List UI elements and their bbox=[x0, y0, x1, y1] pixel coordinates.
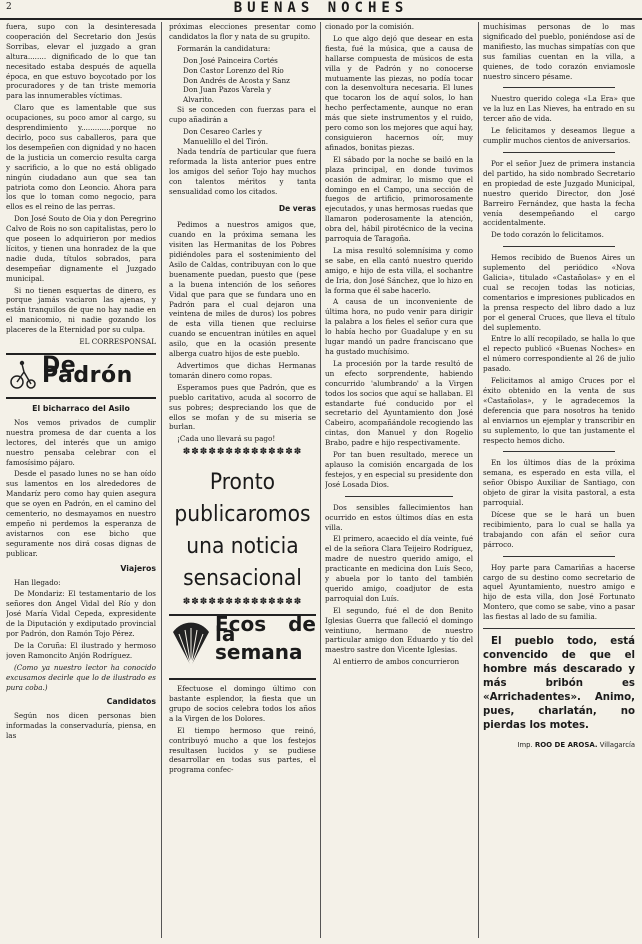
page-number: 2 bbox=[6, 2, 12, 12]
paragraph: Hemos recibido de Buenos Aires un suplemento del periódico «Nova Galicia», titulado «Castañolas» y en el cual se recojen todas las noticias, comentarios e impresiones publicados en la prensa respecto del libro dado a luz por el general Cruces, que lleva el título del suplemento. bbox=[483, 253, 635, 332]
paragraph: Al entierro de ambos concurrieron bbox=[333, 657, 460, 667]
ornament-divider: ✽✽✽✽✽✽✽✽✽✽✽✽✽✽ bbox=[182, 447, 303, 458]
masthead-title: BUENAS NOCHES bbox=[233, 0, 409, 16]
paragraph: En los últimos días de la próxima semana, es esperado en esta villa, el señor Obispo Auxiliar de Santiago, con objeto de girar la visita pastoral, a esta parroquial. bbox=[483, 458, 635, 508]
column-4 bbox=[483, 22, 635, 938]
imprint-place: Villagarcía bbox=[599, 741, 635, 750]
paragraph: próximas elecciones presentar como candidatos la flor y nata de su grupito. bbox=[169, 22, 316, 41]
imprint bbox=[483, 741, 635, 751]
padron-title: De Padrón bbox=[42, 353, 133, 388]
paragraph: Formarán la candidatura: bbox=[177, 43, 271, 53]
divider bbox=[483, 628, 635, 629]
paragraph: Nos vemos privados de cumplir nuestra promesa de dar cuenta a los lectores, del interés que un amigo nuestro pensaba celebrar con el famosísimo pájaro. bbox=[6, 417, 156, 467]
divider bbox=[503, 451, 615, 452]
divider bbox=[345, 496, 453, 497]
ecos-section-header bbox=[169, 614, 316, 680]
padron-section-header bbox=[6, 353, 156, 399]
candidate-list bbox=[169, 56, 316, 106]
paragraph: Entre lo allí recopilado, se halla lo que el repecto publicó «Buenas Noches» en el número correspondiente al 26 de julio pasado. bbox=[483, 334, 635, 374]
column-rule bbox=[161, 22, 162, 938]
list-item: Don Andrés de Acosta y Sanz bbox=[183, 75, 290, 85]
paragraph: Por tan buen resultado, merece un aplauso la comisión encargada de los festejos, y en especial su presidente don José Losada Dios. bbox=[325, 450, 473, 489]
paragraph: Si no tienen esquertas de dinero, es porque jamás vaciaron las ajenas, y están tranquilos de que no hay nadie en el manicomio, ni nadie gozando los placeres de la Eternidad por su culpa. bbox=[6, 285, 156, 335]
paragraph: Le felicitamos y deseamos llegue a cumplir muchos cientos de aniversarios. bbox=[483, 126, 635, 146]
paragraph: Desde el pasado lunes no se han oído sus lamentos en los alrededores de Mandaríz pero como hay quien asegura que se oyen en Padrón, en el camino del cementerio, no desmayamos en nuestro empeño ni perdemos la esperanza de avistarnos con ese bicho que seguramente nos dirá cosas dignas de publicar. bbox=[6, 469, 156, 558]
paragraph: Pedimos a nuestros amigos que, cuando en la próxima semana les visiten las Hermanitas de los Pobres pidiéndoles para el sostenimiento del Asilo de Caldas, contribuyan con lo que buenamente puedan, puesto que (pese a la buena intención de los señores Vidal que para que se fundara uno en Padrón para el cual dejaron una veintena de miles de duros) los pobres de esta villa tienen que recluirse cuando se encuentran inútiles en aquel asilo, que en la ocasión presente alberga cuatro hijos de este pueblo. bbox=[169, 220, 316, 359]
subsection-title: El bicharraco del Asilo bbox=[32, 404, 130, 413]
paragraph: A causa de un inconveniente de última hora, no pudo venir para dirigir la palabra a los fieles el señor cura que lo había hecho por Guadalupe y en su lugar mandó un padre franciscano que ha gustado muchísimo. bbox=[325, 297, 473, 356]
paragraph: Dos sensibles fallecimientos han ocurrido en estos últimos días en esta villa. bbox=[325, 502, 473, 532]
paragraph: Don José Souto de Oia y don Peregrino Calvo de Rois no son capitalistas, pero lo que poseen lo adquirieron por medios lícitos, y tienen una honradez de la que nadie duda, títulos sobrados, para desempeñar dignamente el Juzgado municipal. bbox=[6, 214, 156, 283]
masthead bbox=[0, 0, 642, 20]
paragraph: Nada tendría de particular que fuera reformada la lista anterior pues entre los amigos del señor Tojo hay muchos con talentos méritos y tanta sensualidad como los citados. bbox=[169, 146, 316, 196]
divider bbox=[503, 87, 615, 88]
correspondent-signature: EL CORRESPONSAL bbox=[79, 337, 156, 347]
paragraph: Lo que algo dejó que desear en esta fiesta, fué la música, que a causa de hallarse compuesta de músicos de esta villa y de Padrón y no conocerse mutuamente las piezas, no podía tocar con la desenvoltura necesaria. El lunes que tocaron los de aquí solos, lo han hecho perfectamente, aunque no eran más que siete instrumentos y el ruido, pero como son los mejores que aquí hay, consiguieron hacernos oír, muy afinados, bonitas piezas. bbox=[325, 33, 473, 152]
paragraph: Dícese que se le hará un buen recibimiento, para lo cual se halla ya trabajando con afán el señor cura párroco. bbox=[483, 509, 635, 549]
ecos-title-line2: semana bbox=[215, 640, 303, 665]
list-item: Manuelillo el del Tirón. bbox=[183, 136, 269, 146]
paragraph: El tiempo hermoso que reinó, contribuyó mucho a que los festejos resultasen lucidos y se pudiese desarrollar en todas sus partes, el programa confec- bbox=[169, 725, 316, 775]
paragraph: De todo corazón lo felicitamos. bbox=[491, 230, 604, 240]
imprint-name: ROO DE AROSA. bbox=[534, 741, 598, 750]
paragraph: Efectuose el domingo último con bastante esplendor, la fiesta que un grupo de socios celebra todos los años a la Virgen de los Dolores. bbox=[169, 684, 316, 723]
paragraph: De Mondariz: El testamentario de los señores don Angel Vidal del Río y don José María Vidal Cepeda, expresidente de la Diputación y exdiputado provincial por Padrón, don Ramón Tojo Pérez. bbox=[6, 589, 156, 639]
paragraph: El primero, acaecido el día veinte, fué el de la señora Clara Teijeiro Rodríguez, madre de nuestro querido amigo, el practicante en medicina don Luís Seco, y abuela por lo tanto del también querido amigo, coadjutor de esta parroquial don Luís. bbox=[325, 534, 473, 603]
column-rule bbox=[478, 22, 479, 938]
paragraph: De la Coruña: El ilustrado y hermoso joven Ramoncito Anjón Rodríguez. bbox=[6, 640, 156, 660]
column-2 bbox=[169, 22, 316, 938]
cyclist-icon bbox=[10, 360, 38, 390]
paragraph: Por el señor Juez de primera instancia del partido, ha sido nombrado Secretario en propiedad de este Juzgado Municipal, nuestro querido Director, don José Barreiro Fernández, que hasta la fecha venía desempeñando el cargo accidentalmente. bbox=[483, 158, 635, 228]
paragraph: La misa resultó solemnísima y como se sabe, en ella cantó nuestro querido amigo, e hijo de esta villa, el sochantre de Iria, don José Sánchez, que lo hizo en la forma que él sabe hacerlo. bbox=[325, 245, 473, 295]
paragraph: La procesión por la tarde resultó de un efecto sorprendente, habiendo concurrido 'alumbrando' a la Virgen todos los socios que aquí se hallaban. El estandarte fué conducido por el secretario del Ayuntamiento don José Cabeiro, acompañándole recogiendo las cintas, don Manuel y don Rogelio Brabo, padre e hijo respectivamente. bbox=[325, 358, 473, 448]
announcement-line: Pronto bbox=[209, 469, 276, 496]
column-rule bbox=[320, 22, 321, 938]
divider bbox=[503, 152, 615, 153]
paragraph: Advertimos que dichas Hermanas tomarán dinero como ropas. bbox=[169, 361, 316, 380]
paragraph: ¡Cada uno llevará su pago! bbox=[177, 434, 276, 444]
paragraph: Claro que es lamentable que sus ocupaciones, su poco amor al cargo, su desprendimiento y.............porque no decirlo, poco sus caballeros, para que los desempeñen con dignidad y no hacen de la justicia un comercio resulta carga y sacrificio, a lo que no está obligado ningún ciudadano aun que sea tan patriota como don Leoncio. Ahora para los que lo toman como negocio, para ellos es el reino de las perras. bbox=[6, 103, 156, 212]
ecos-title-line1: Ecos de la bbox=[215, 612, 316, 646]
suplentes-list bbox=[169, 127, 316, 147]
paragraph: muchísimas personas de lo mas significado del pueblo, poniéndose así de manifiesto, las muchas simpatías con que sus familias cuentan en la villa, a quienes, de todo corazón enviamosle nuestro sincero pésame. bbox=[483, 22, 635, 81]
paragraph: El sábado por la noche se bailó en la plaza principal, en donde tuvimos ocasión de admirar, lo mismo que el domingo en el Campo, una sección de fuegos de artificio, primorosamente ejecutados, y unas hermosas ruedas que llamaron poderosamente la atención, obra del, hábil pirotécnico de la vecina parroquia de Taragoña. bbox=[325, 154, 473, 244]
announcement bbox=[169, 466, 316, 594]
paragraph: Felicitamos al amigo Cruces por el éxito obtenido en la venta de sus «Castañolas», y le agradecemos la deferencia que para nosotros ha tenido al enviarnos un ejemplar y transcribir en su suplemento, lo que tan justamente el respecto hemos dicho. bbox=[483, 376, 635, 445]
paragraph: Si se conceden con fuerzas para el cupo añadirán a bbox=[169, 105, 316, 125]
paragraph: cionado por la comisión. bbox=[325, 22, 414, 31]
paragraph: fuera, supo con la desinteresada cooperación del Secretario don Jesús Sorribas, elevar el juzgado a gran altura........ dignificado de lo que tan necesitado estaba después de aquella época, en que estuvo boycotado por los procuradores y de tan triste memoria para las innumerables víctimas. bbox=[6, 22, 156, 101]
subsection-title: Candidatos bbox=[106, 697, 156, 707]
list-item: Don José Painceira Cortés bbox=[183, 55, 278, 65]
paragraph: Según nos dicen personas bien informadas la conservaduría, piensa, en las bbox=[6, 711, 156, 741]
paragraph: El segundo, fué el de don Benito Iglesias Guerra que falleció el domingo veintiuno, hermano de nuestro particular amigo don Eduardo y tío del maestro sastre don Vicente Iglesias. bbox=[325, 605, 473, 655]
divider bbox=[503, 246, 615, 247]
paragraph: Han llegado: bbox=[14, 577, 61, 587]
list-item: Don Juan Pazos Varela y bbox=[183, 85, 272, 95]
paragraph: Nuestro querido colega «La Era» que ve la luz en Las Nieves, ha entrado en su tercer año de vida. bbox=[483, 94, 635, 124]
paragraph: Esperamos pues que Padrón, que es pueblo caritativo, acuda al socorro de sus pobres; despreciando los que de ellos se mofan y de su miseria se burlan. bbox=[169, 382, 316, 432]
list-item: Don Cesareo Carles y bbox=[183, 127, 262, 137]
fan-icon bbox=[171, 622, 211, 670]
announcement-line: sensacional bbox=[183, 565, 302, 592]
list-item: Don Castor Lorenzo del Río bbox=[183, 65, 284, 75]
subsection-title: Viajeros bbox=[120, 563, 156, 573]
announcement-line: una noticia bbox=[186, 533, 299, 560]
list-item: Alvarito. bbox=[183, 95, 214, 105]
paragraph: Hoy parte para Camariñas a hacerse cargo de su destino como secretario de aquel Ayuntamiento, nuestro amigo e hijo de esta villa, don José Fortunato Montero, que como se sabe, vino a pasar las fiestas al lado de su familia. bbox=[483, 562, 635, 622]
imprint-label: Imp. bbox=[517, 741, 533, 750]
paragraph: (Como ya nuestro lector ha conocido excusamos decirle que lo de ilustrado es pura coba.) bbox=[6, 662, 156, 692]
column-1 bbox=[6, 22, 156, 938]
divider bbox=[503, 556, 615, 557]
subsection-title: De veras bbox=[278, 204, 316, 214]
bold-note: El pueblo todo, está convencido de que el hombre más descarado y más bribón es «Arrichadentes». Animo, pues, charlatán, no pierdas los motes. bbox=[483, 636, 635, 732]
announcement-line: publicaromos bbox=[174, 501, 311, 528]
ornament-divider: ✽✽✽✽✽✽✽✽✽✽✽✽✽✽ bbox=[182, 597, 303, 608]
column-3 bbox=[325, 22, 473, 938]
